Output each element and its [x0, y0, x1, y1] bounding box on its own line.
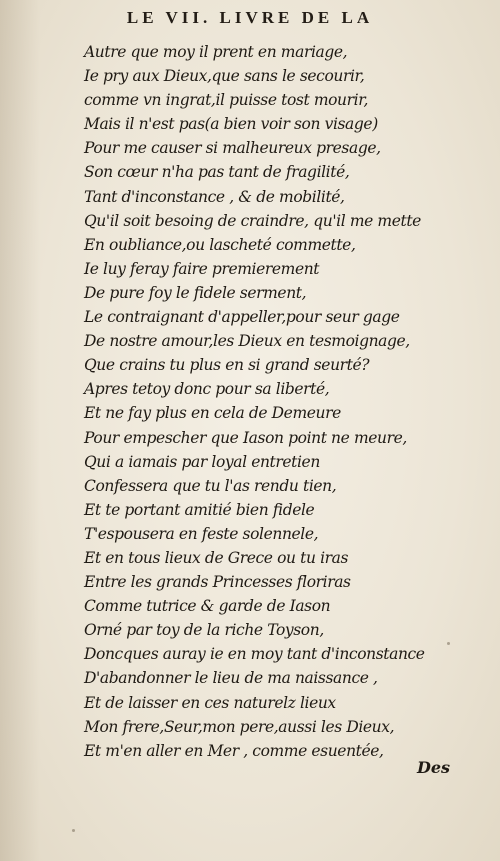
- verse-line: Entre les grands Princesses floriras: [84, 573, 351, 592]
- verse-line: Ie pry aux Dieux,que sans le secourir,: [84, 67, 365, 86]
- verse-line: Le contraignant d'appeller,pour seur gage: [84, 308, 400, 327]
- verse-line: Orné par toy de la riche Toyson,: [84, 621, 324, 640]
- verse-line: Son cœur n'ha pas tant de fragilité,: [84, 163, 350, 182]
- verse-line: Pour empescher que Iason point ne meure,: [84, 428, 407, 447]
- verse-line: Autre que moy il prent en mariage,: [84, 43, 348, 61]
- verse-line: Doncques auray ie en moy tant d'inconstance: [84, 645, 425, 664]
- verse-line: Tant d'inconstance , & de mobilité,: [84, 187, 345, 206]
- verse-line: Mais il n'est pas(a bien voir son visage): [84, 115, 378, 134]
- paper-speck: [447, 642, 450, 645]
- verse-line: De pure foy le fidele serment,: [84, 283, 307, 302]
- verse-line: Et de laisser en ces naturelz lieux: [84, 693, 336, 712]
- verse-line: Pour me causer si malheureux presage,: [84, 139, 381, 158]
- verse-line: D'abandonner le lieu de ma naissance ,: [84, 669, 378, 688]
- catchword: Des: [416, 758, 450, 777]
- verse-line: T'espousera en feste solennele,: [84, 524, 319, 543]
- verse-line: Qui a iamais par loyal entretien: [84, 452, 320, 471]
- running-head: LE VII. LIVRE DE LA: [126, 8, 374, 27]
- verse-line: comme vn ingrat,il puisse tost mourir,: [84, 91, 369, 110]
- verse-line: En oubliance,ou lascheté commette,: [84, 235, 356, 254]
- verse-line: Apres tetoy donc pour sa liberté,: [84, 380, 330, 399]
- verse-line: Mon frere,Seur,mon pere,aussi les Dieux,: [84, 717, 395, 736]
- verse-line: Confessera que tu l'as rendu tien,: [84, 476, 337, 495]
- verse-line: Et ne fay plus en cela de Demeure: [84, 404, 341, 423]
- paper-speck: [72, 829, 75, 832]
- verse-line: Qu'il soit besoing de craindre, qu'il me mette: [84, 211, 421, 230]
- verse-line: Que crains tu plus en si grand seurté?: [84, 356, 370, 375]
- verse-line: Et en tous lieux de Grece ou tu iras: [84, 548, 349, 567]
- verse-line: De nostre amour,les Dieux en tesmoignage,: [84, 332, 410, 351]
- verse-line: Comme tutrice & garde de Iason: [84, 597, 331, 616]
- page-gutter-shadow: [0, 0, 40, 861]
- verse-line: Et te portant amitié bien fidele: [84, 500, 315, 519]
- verse-block: [84, 40, 464, 763]
- verse-line: Et m'en aller en Mer , comme esuentée,: [84, 741, 384, 760]
- verse-line: Ie luy feray faire premierement: [84, 259, 320, 278]
